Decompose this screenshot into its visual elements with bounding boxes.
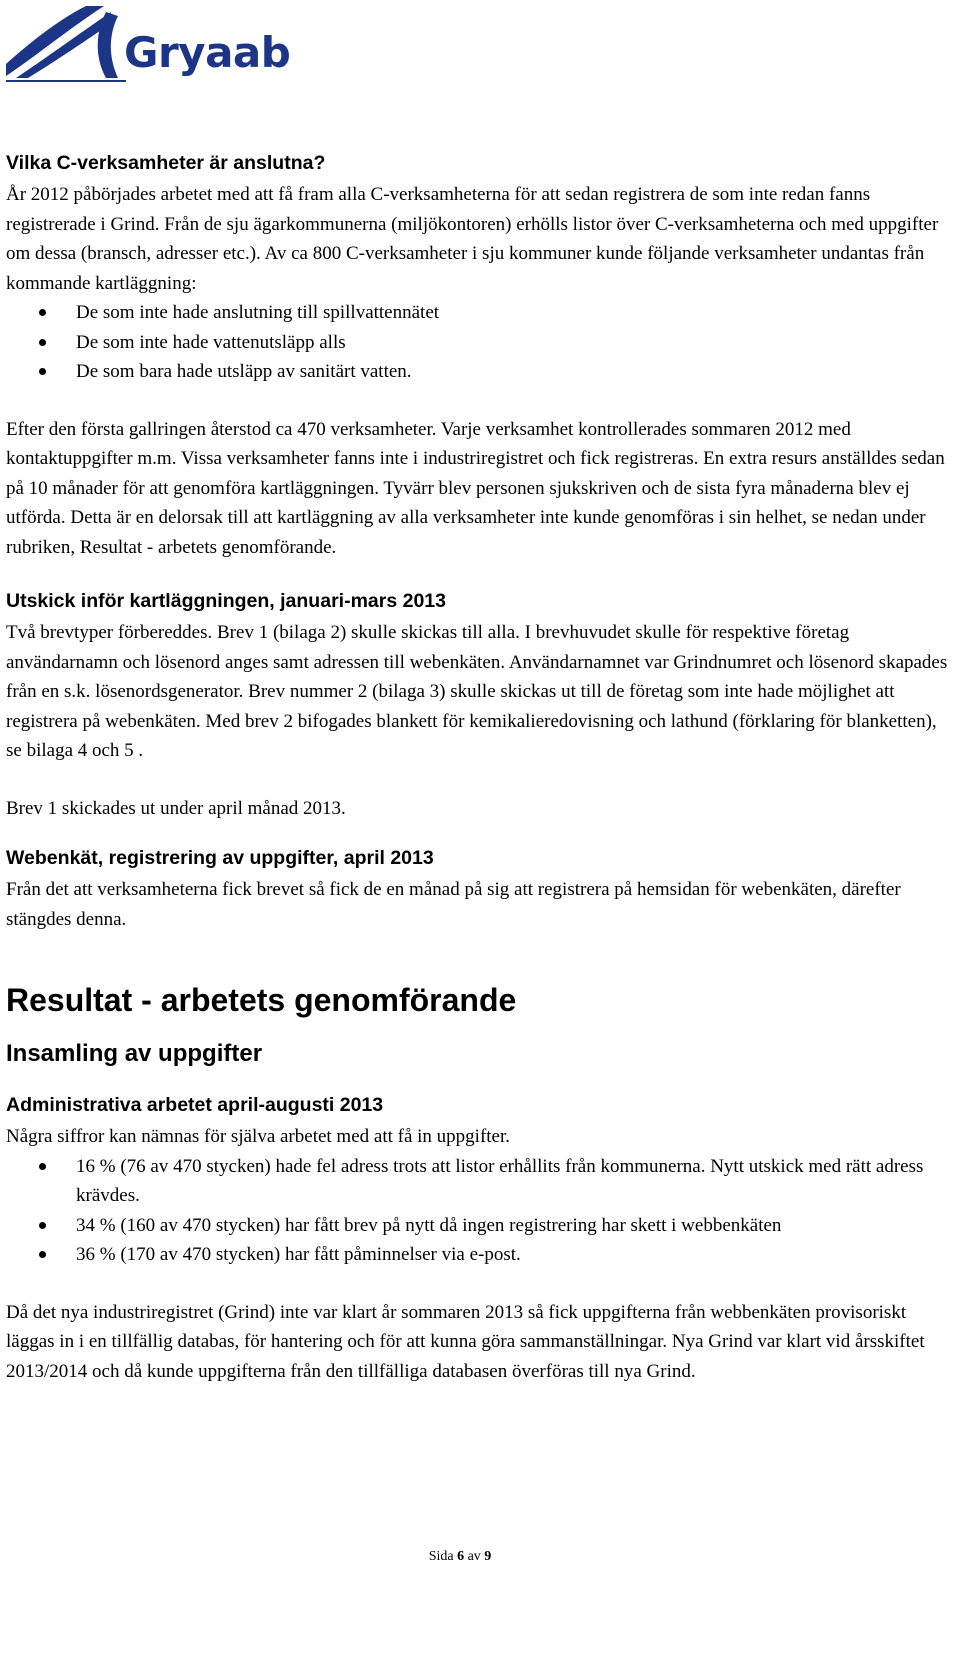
- paragraph: År 2012 påbörjades arbetet med att få fram alla C-verksamheterna för att sedan registrera de som inte redan fanns registrerade i Grind. Från de sju ägarkommunerna (miljökontoren) erhölls listor över C-verksamheterna och med uppgifter om dessa (bransch, adresser etc.). Av ca 800 C-verksamheter i sju kommuner kunde följande verksamheter undantas från kommande kartläggning:: [6, 184, 939, 294]
- footer-total-pages: 9: [484, 1549, 492, 1564]
- bullet-icon: [39, 1251, 46, 1258]
- subsection-title-insamling: Insamling av uppgifter: [6, 1040, 263, 1067]
- bullet-list: [6, 298, 952, 387]
- section-heading-utskick: Utskick inför kartläggningen, januari-mars 2013: [6, 590, 446, 612]
- section-heading-webenkat: Webenkät, registrering av uppgifter, april 2013: [6, 847, 434, 869]
- paragraph: Från det att verksamheterna fick brevet så fick de en månad på sig att registrera på hemsidan för webenkäten, därefter stängdes denna.: [6, 879, 901, 930]
- gryaab-logo-icon: [6, 6, 126, 82]
- section-heading-administrativa: Administrativa arbetet april-augusti 2013: [6, 1094, 384, 1116]
- section-heading-c-verksamheter: Vilka C-verksamheter är anslutna?: [6, 152, 326, 174]
- paragraph: Brev 1 skickades ut under april månad 2013.: [6, 797, 346, 819]
- bullet-icon: [39, 309, 46, 316]
- page-footer: [0, 1549, 920, 1565]
- gryaab-logo: [6, 6, 306, 82]
- list-item: 34 % (160 av 470 stycken) har fått brev på nytt då ingen registrering har skett i webbenkäten: [6, 1211, 952, 1241]
- bullet-icon: [39, 1222, 46, 1229]
- paragraph: Då det nya industriregistret (Grind) inte var klart år sommaren 2013 så fick uppgifterna från webbenkäten provisoriskt läggas in i en tillfällig databas, för hantering och för att kunna göra sammanställningar. Nya Grind var klart vid årsskiftet 2013/2014 och då kunde uppgifterna från den tillfälliga databasen överföras till nya Grind.: [6, 1301, 925, 1382]
- list-item: De som inte hade anslutning till spillvattennätet: [6, 298, 952, 328]
- bullet-icon: [39, 339, 46, 346]
- footer-prefix: Sida: [428, 1549, 454, 1564]
- list-item: De som bara hade utsläpp av sanitärt vatten.: [6, 357, 952, 387]
- list-item: 16 % (76 av 470 stycken) hade fel adress trots att listor erhållits från kommunerna. Nytt utskick med rätt adress krävdes.: [6, 1152, 952, 1211]
- list-item: 36 % (170 av 470 stycken) har fått påminnelser via e-post.: [6, 1240, 952, 1270]
- paragraph: Två brevtyper förbereddes. Brev 1 (bilaga 2) skulle skickas till alla. I brevhuvudet skulle för respektive företag användarnamn och lösenord anges samt adressen till webenkäten. Användarnamnet var Grindnumret och lösenord skapades från en s.k. lösenordsgenerator. Brev nummer 2 (bilaga 3) skulle skickas ut till de företag som inte hade möjlighet att registrera på webenkäten. Med brev 2 bifogades blankett för kemikalieredovisning och lathund (förklaring för blanketten), se bilaga 4 och 5 .: [6, 622, 948, 761]
- list-item: De som inte hade vattenutsläpp alls: [6, 328, 952, 358]
- footer-page-number: 6: [457, 1549, 465, 1564]
- section-title-resultat: Resultat - arbetets genomförande: [6, 982, 517, 1018]
- document-body: [6, 150, 952, 1386]
- bullet-icon: [39, 368, 46, 375]
- paragraph: Några siffror kan nämnas för själva arbetet med att få in uppgifter.: [6, 1126, 511, 1147]
- logo-text: Gryaab: [124, 28, 291, 77]
- bullet-icon: [39, 1163, 46, 1170]
- paragraph: Efter den första gallringen återstod ca 470 verksamheter. Varje verksamhet kontrollerades sommaren 2012 med kontaktuppgifter m.m. Vissa verksamheter fanns inte i industriregistret och fick registreras. En extra resurs anställdes sedan på 10 månader för att genomföra kartläggningen. Tyvärr blev personen sjukskriven och de sista fyra månaderna blev ej utförda. Detta är en delorsak till att kartläggning av alla verksamheter inte kunde genomföras i sin helhet, se nedan under rubriken, Resultat - arbetets genomförande.: [6, 418, 945, 558]
- footer-middle: av: [467, 1549, 481, 1564]
- bullet-list: [6, 1152, 952, 1270]
